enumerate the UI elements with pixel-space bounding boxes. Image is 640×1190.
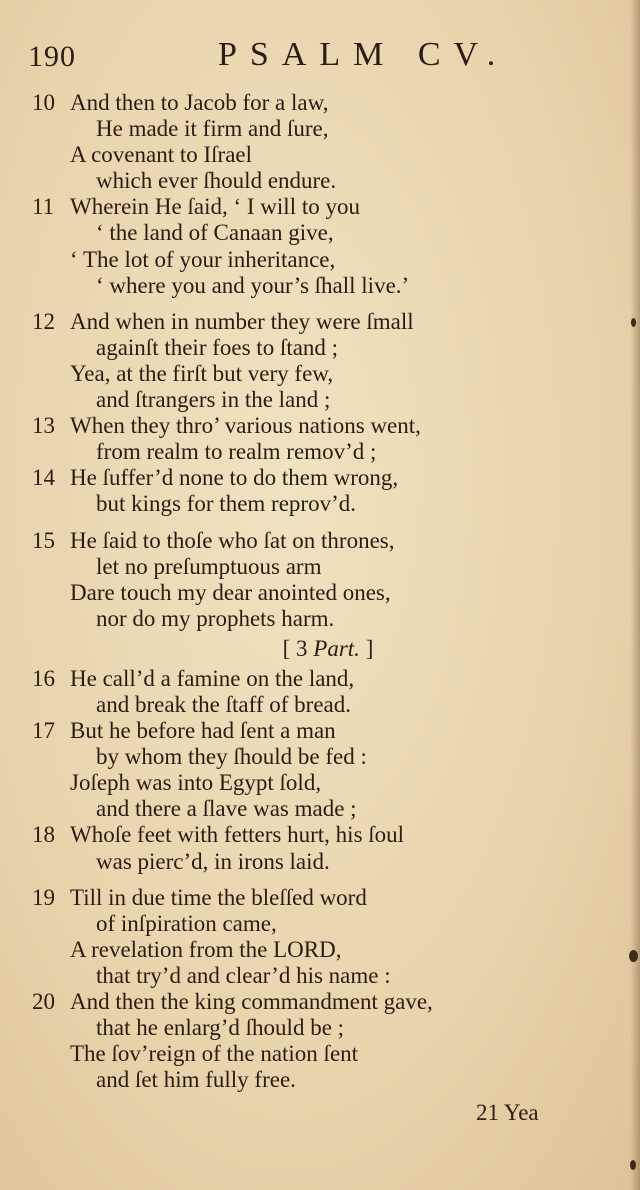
verse-number: 11 bbox=[32, 194, 55, 220]
verse-number: 17 bbox=[32, 718, 55, 744]
page-number: 190 bbox=[28, 40, 76, 73]
verse-line bbox=[0, 335, 640, 361]
verse-line-text: but kings for them reprov’d. bbox=[96, 491, 356, 517]
verse-line-text: He ſuffer’d none to do them wrong, bbox=[70, 465, 399, 491]
verse-line-text: and ſtrangers in the land ; bbox=[96, 387, 331, 413]
verse-line bbox=[0, 413, 640, 439]
verse-line-text: of inſpiration came, bbox=[96, 910, 277, 936]
verse-line-text: that try’d and clear’d his name : bbox=[96, 962, 391, 988]
verse-line bbox=[0, 692, 640, 718]
verse-line-text: ‘ where you and your’s ſhall live.’ bbox=[96, 272, 410, 298]
verse-number: 10 bbox=[32, 90, 55, 115]
psalm-text bbox=[0, 90, 640, 1093]
verse-line bbox=[0, 666, 640, 692]
verse-number: 19 bbox=[32, 884, 55, 910]
verse-number: 16 bbox=[32, 665, 55, 691]
verse-line-text: He ſaid to thoſe who ſat on thrones, bbox=[70, 527, 395, 553]
verse-line-text: Whoſe feet with fetters hurt, his ſoul bbox=[70, 822, 405, 848]
verse-line bbox=[0, 361, 640, 387]
ink-spot bbox=[629, 950, 638, 962]
verse-line bbox=[0, 387, 640, 413]
verse-line-text: He made it firm and ſure, bbox=[96, 116, 329, 142]
verse-line bbox=[0, 796, 640, 822]
verse-line bbox=[0, 116, 640, 142]
verse-line-text: Wherein He ſaid, ‘ I will to you bbox=[70, 194, 360, 220]
verse-line bbox=[0, 142, 640, 168]
verse-number: 18 bbox=[32, 822, 55, 848]
stanza-gap bbox=[0, 299, 640, 309]
verse-line bbox=[0, 528, 640, 554]
verse-line-text: and ſet him fully free. bbox=[96, 1067, 296, 1093]
verse-line bbox=[0, 885, 640, 911]
verse-line bbox=[0, 309, 640, 335]
verse-line bbox=[0, 247, 640, 273]
verse-line-text: And when in number they were ſmall bbox=[70, 308, 414, 334]
verse-line bbox=[0, 554, 640, 580]
verse-line bbox=[0, 937, 640, 963]
verse-number: 12 bbox=[32, 308, 55, 334]
verse-line-text: A covenant to Iſrael bbox=[70, 142, 253, 168]
verse-line-text: But he before had ſent a man bbox=[70, 718, 336, 744]
verse-number: 13 bbox=[32, 413, 55, 439]
verse-line bbox=[0, 989, 640, 1015]
verse-line-text: and break the ſtaff of bread. bbox=[96, 691, 352, 717]
verse-line bbox=[0, 465, 640, 491]
verse-line-text: And then the king commandment gave, bbox=[70, 989, 433, 1014]
verse-line-text: againſt their foes to ſtand ; bbox=[96, 334, 339, 360]
verse-line-text: ‘ the land of Canaan give, bbox=[96, 220, 334, 246]
verse-line-text: Joſeph was into Egypt ſold, bbox=[70, 770, 322, 796]
catchword: 21 Yea bbox=[476, 1100, 539, 1125]
verse-line bbox=[0, 770, 640, 796]
verse-line-text: The ſov’reign of the nation ſent bbox=[70, 1041, 359, 1067]
verse-number: 14 bbox=[32, 465, 55, 491]
verse-line-text: He call’d a famine on the land, bbox=[70, 665, 355, 691]
section-heading: [ 3 Part. ] bbox=[282, 635, 374, 661]
verse-line-text: ‘ The lot of your inheritance, bbox=[70, 246, 336, 272]
verse-line bbox=[0, 168, 640, 194]
verse-line-text: was pierc’d, in irons laid. bbox=[96, 848, 330, 874]
verse-number: 15 bbox=[32, 527, 55, 553]
verse-line bbox=[0, 580, 640, 606]
verse-line bbox=[0, 963, 640, 989]
verse-line bbox=[0, 1015, 640, 1041]
verse-line bbox=[0, 194, 640, 220]
stanza-gap bbox=[0, 875, 640, 885]
verse-line bbox=[0, 1041, 640, 1067]
verse-line-text: from realm to realm remov’d ; bbox=[96, 439, 377, 465]
verse-line bbox=[0, 1067, 640, 1093]
verse-line-text: and there a ſlave was made ; bbox=[96, 796, 357, 822]
page-header bbox=[28, 36, 628, 76]
section-heading-part: Part. bbox=[313, 635, 360, 661]
verse-line bbox=[0, 911, 640, 937]
running-title: PSALM CV. bbox=[218, 36, 509, 73]
stanza-gap bbox=[0, 518, 640, 528]
verse-line-text: Yea, at the firſt but very few, bbox=[70, 360, 334, 386]
verse-line bbox=[0, 90, 640, 116]
verse-line-text: which ever ſhould endure. bbox=[96, 168, 337, 194]
ink-spot bbox=[630, 1160, 636, 1170]
verse-line-text: A revelation from the LORD, bbox=[70, 936, 342, 962]
verse-line bbox=[0, 439, 640, 465]
verse-line bbox=[0, 491, 640, 517]
verse-line-text: Till in due time the bleſſed word bbox=[70, 884, 367, 910]
verse-line bbox=[0, 744, 640, 770]
verse-line-text: nor do my prophets harm. bbox=[96, 605, 335, 631]
verse-line bbox=[0, 273, 640, 299]
verse-line-text: by whom they ſhould be fed : bbox=[96, 744, 367, 770]
verse-line bbox=[0, 718, 640, 744]
verse-line-text: let no preſumptuous arm bbox=[96, 553, 322, 579]
verse-line-text: When they thro’ various nations went, bbox=[70, 413, 421, 439]
verse-line bbox=[0, 220, 640, 246]
verse-line-text: And then to Jacob for a law, bbox=[70, 90, 329, 115]
ink-spot bbox=[631, 318, 636, 327]
verse-line-text: that he enlarg’d ſhould be ; bbox=[96, 1015, 345, 1041]
verse-line bbox=[0, 606, 640, 632]
verse-line-text: Dare touch my dear anointed ones, bbox=[70, 579, 391, 605]
verse-line bbox=[0, 822, 640, 848]
verse-number: 20 bbox=[32, 989, 55, 1014]
verse-line bbox=[0, 849, 640, 875]
